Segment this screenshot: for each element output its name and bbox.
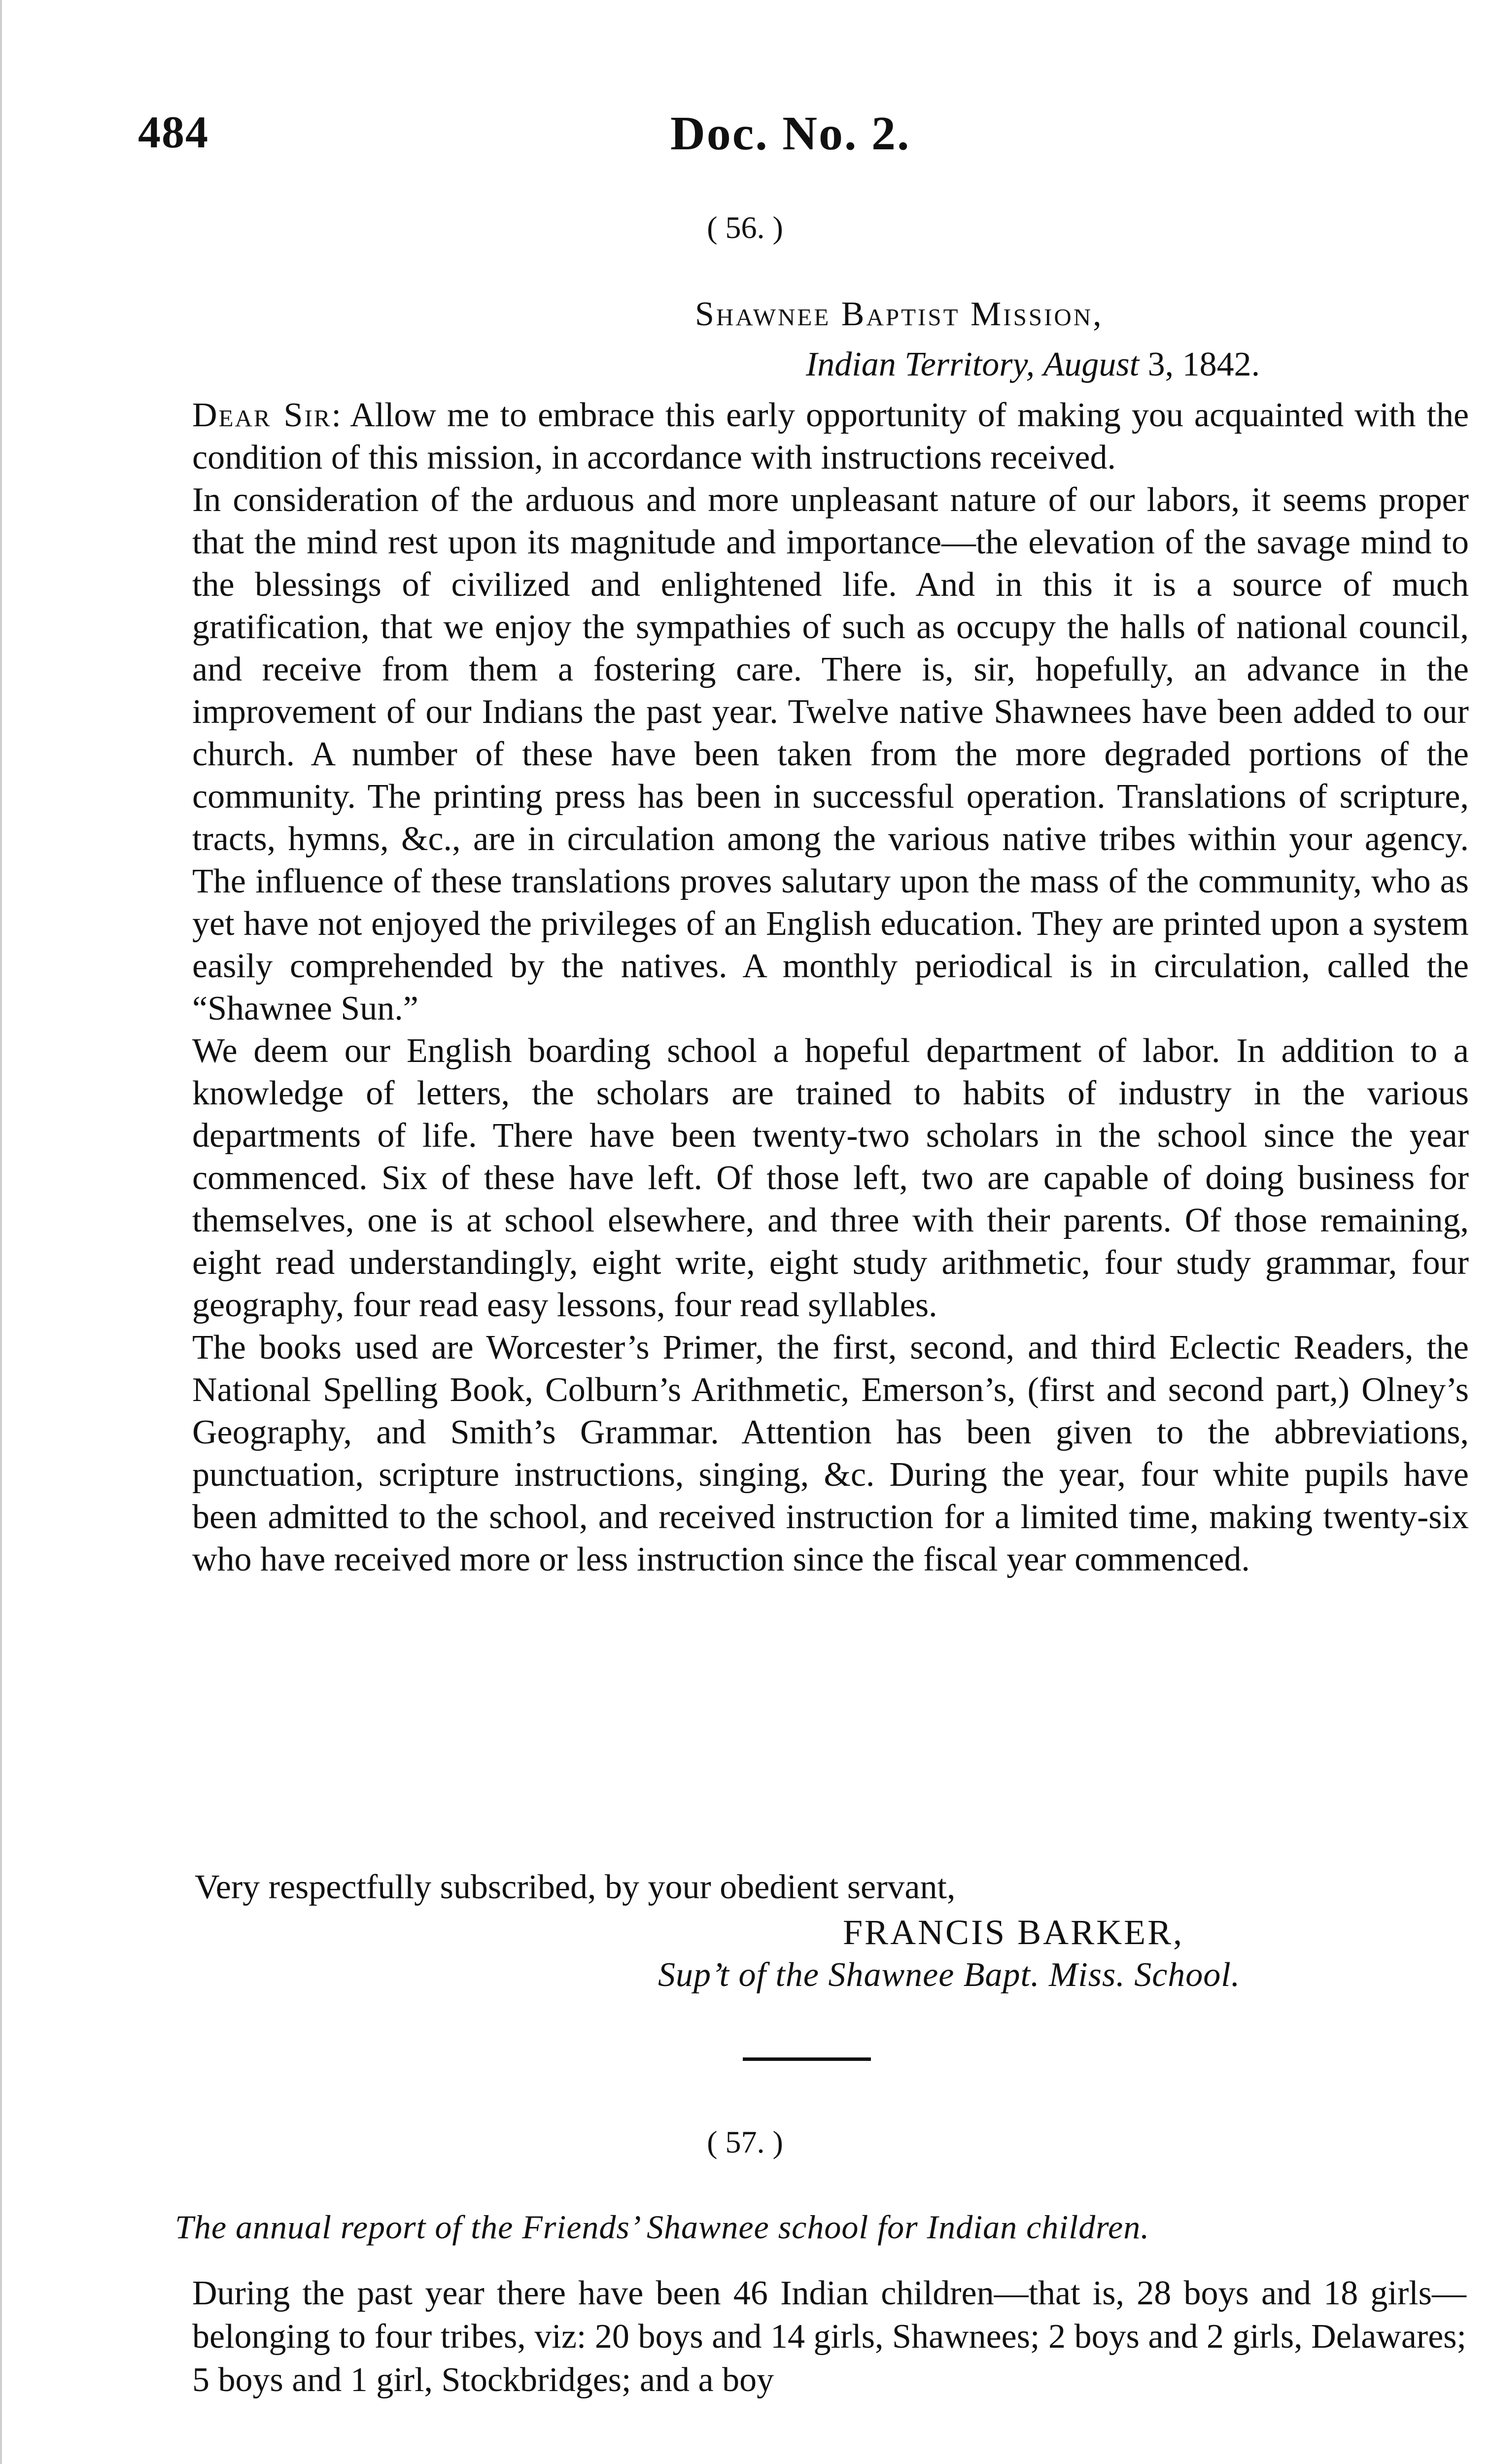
document-title: Doc. No. 2.	[670, 107, 911, 160]
letter-dateline	[806, 345, 1260, 384]
letter-paragraph-4: The books used are Worcester’s Primer, the first, second, and third Eclectic Readers, the National Spelling Book, Colburn’s Arithmetic, Emerson’s, (first and second part,) Olney’s Geography, and Smith’s Grammar. Attention has been given to the abbreviations, punctuation, scripture instructions, singing, &c. During the year, four white pupils have been admitted to the school, and received instruction for a limited time, making twenty-six who have received more or less instruction since the fiscal year commenced.	[192, 1329, 1469, 1578]
letter-paragraph-2: In consideration of the arduous and more unpleasant nature of our labors, it seems proper that the mind rest upon its magnitude and importance—the elevation of the savage mind to the blessings of civilized and enlightened life. And in this it is a source of much gratification, that we enjoy the sympathies of such as occupy the halls of national council, and receive from them a fostering care. There is, sir, hopefully, an advance in the improvement of our Indians the past year. Twelve native Shawnees have been added to our church. A number of these have been taken from the more degraded portions of the community. The printing press has been in successful operation. Translations of scripture, tracts, hymns, &c., are in circulation among the various native tribes within your agency. The influence of these translations proves salutary upon the mass of the community, who as yet have not enjoyed the privileges of an English education. They are printed upon a system easily comprehended by the natives. A monthly periodical is in circulation, called the “Shawnee Sun.”	[192, 481, 1469, 1027]
report-heading: The annual report of the Friends’ Shawnee school for Indian children.	[175, 2208, 1150, 2246]
dateline-month: August	[1043, 345, 1140, 383]
section-number-57: ( 57. )	[707, 2124, 783, 2159]
page-header	[138, 106, 1469, 175]
report-body	[170, 2272, 1466, 2402]
letter-body	[192, 394, 1469, 1581]
paragraph-1-text: Allow me to embrace this early opportunity of making you acquainted with the condition of this mission, in accordance with instructions received.	[192, 396, 1469, 477]
letter-paragraph-1: Dear Sir: Allow me to embrace this early opportunity of making you acquainted with the condition of this mission, in accordance with instructions received.	[192, 396, 1469, 477]
page-number: 484	[138, 107, 209, 157]
section-divider	[743, 2057, 871, 2061]
signature-name: FRANCIS BARKER,	[843, 1913, 1184, 1952]
signature-title: Sup’t of the Shawnee Bapt. Miss. School.	[658, 1956, 1241, 1994]
section-number-56: ( 56. )	[707, 210, 783, 245]
letter-closing: Very respectfully subscribed, by your obedient servant,	[195, 1868, 956, 1906]
salutation: Dear Sir	[192, 396, 332, 434]
page-left-edge	[0, 0, 2, 2464]
letter-address: Shawnee Baptist Mission,	[695, 295, 1104, 333]
report-paragraph-1: During the past year there have been 46 Indian children—that is, 28 boys and 18 girls—belonging to four tribes, viz: 20 boys and 14 girls, Shawnees; 2 boys and 2 girls, Delawares; 5 boys and 1 girl, Stockbridges; and a boy	[192, 2274, 1466, 2399]
letter-paragraph-3: We deem our English boarding school a hopeful department of labor. In addition to a knowledge of letters, the scholars are trained to habits of industry in the various departments of life. There have been twenty-two scholars in the school since the year commenced. Six of these have left. Of those left, two are capable of doing business for themselves, one is at school elsewhere, and three with their parents. Of those remaining, eight read understandingly, eight write, eight study arithmetic, four study grammar, four geography, four read easy lessons, four read syllables.	[192, 1032, 1469, 1324]
dateline-place: Indian Territory,	[806, 345, 1035, 383]
dateline-day-year: 3, 1842.	[1147, 345, 1260, 383]
